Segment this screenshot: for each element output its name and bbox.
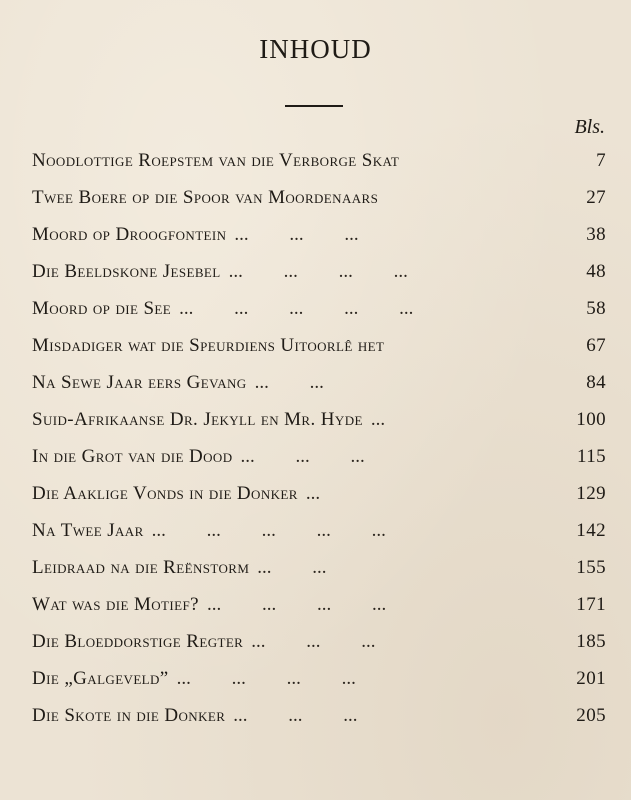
table-of-contents	[32, 150, 606, 742]
toc-entry-page: 205	[576, 705, 606, 726]
toc-entry-title: Moord op Droogfontein	[32, 224, 227, 245]
toc-entry-page: 38	[586, 224, 606, 245]
toc-entry	[32, 261, 606, 298]
toc-entry-page: 129	[576, 483, 606, 504]
toc-entry	[32, 335, 606, 372]
dot-leader: ...	[305, 483, 321, 504]
toc-entry-page: 185	[576, 631, 606, 652]
toc-entry-page: 84	[586, 372, 606, 393]
toc-entry-page: 142	[576, 520, 606, 541]
toc-entry-title: In die Grot van die Dood	[32, 446, 233, 467]
dot-leader: ... ... ... ...	[228, 261, 408, 282]
toc-entry	[32, 224, 606, 261]
dot-leader: ... ... ...	[251, 631, 376, 652]
toc-entry	[32, 187, 606, 224]
toc-entry-page: 100	[576, 409, 606, 430]
dot-leader: ... ... ...	[233, 705, 358, 726]
toc-entry	[32, 483, 606, 520]
dot-leader: ... ... ... ... ...	[151, 520, 386, 541]
dot-leader: ...	[370, 409, 386, 430]
toc-entry-page: 7	[596, 150, 606, 171]
dot-leader: ... ...	[254, 372, 324, 393]
page-column-label: Bls.	[574, 116, 605, 138]
toc-entry-title: Misdadiger wat die Speurdiens Uitoorlê het	[32, 335, 385, 356]
toc-entry	[32, 705, 606, 742]
toc-entry-title: Die Skote in die Donker	[32, 705, 226, 726]
toc-entry	[32, 150, 606, 187]
toc-entry	[32, 594, 606, 631]
toc-entry	[32, 446, 606, 483]
toc-entry-title: Die „Galgeveld”	[32, 668, 169, 689]
toc-entry-page: 201	[576, 668, 606, 689]
dot-leader: ... ... ... ...	[176, 668, 356, 689]
toc-entry-title: Na Sewe Jaar eers Gevang	[32, 372, 247, 393]
toc-entry-title: Wat was die Motief?	[32, 594, 199, 615]
toc-entry-title: Die Aaklige Vonds in die Donker	[32, 483, 298, 504]
toc-entry-page: 27	[586, 187, 606, 208]
dot-leader: ... ... ... ... ...	[179, 298, 414, 319]
page-title: INHOUD	[259, 34, 372, 64]
dot-leader: ... ... ...	[240, 446, 365, 467]
toc-entry-page: 155	[576, 557, 606, 578]
dot-leader: ... ... ... ...	[206, 594, 387, 615]
toc-entry-title: Die Bloeddorstige Regter	[32, 631, 244, 652]
toc-entry-title: Leidraad na die Reënstorm	[32, 557, 250, 578]
toc-entry	[32, 372, 606, 409]
dot-leader	[384, 335, 574, 357]
toc-entry	[32, 557, 606, 594]
toc-entry-page: 58	[586, 298, 606, 319]
toc-entry-page: 115	[577, 446, 606, 467]
toc-entry-page: 171	[576, 594, 606, 615]
toc-entry	[32, 409, 606, 446]
toc-entry-title: Suid-Afrikaanse Dr. Jekyll en Mr. Hyde	[32, 409, 363, 430]
dot-leader	[399, 150, 574, 172]
toc-entry	[32, 520, 606, 557]
toc-entry-title: Na Twee Jaar	[32, 520, 144, 541]
toc-entry	[32, 298, 606, 335]
toc-entry	[32, 668, 606, 705]
toc-entry-title: Die Beeldskone Jesebel	[32, 261, 221, 282]
dot-leader: ... ...	[257, 557, 327, 578]
toc-entry-page: 48	[586, 261, 606, 282]
toc-entry	[32, 631, 606, 668]
toc-entry-title: Moord op die See	[32, 298, 172, 319]
toc-entry-title: Noodlottige Roepstem van die Verborge Skat	[32, 150, 400, 171]
dot-leader: ... ... ...	[234, 224, 359, 245]
toc-entry-page: 67	[586, 335, 606, 356]
dot-leader	[378, 187, 574, 209]
title-underline-rule	[285, 105, 343, 107]
toc-entry-title: Twee Boere op die Spoor van Moordenaars	[32, 187, 379, 208]
